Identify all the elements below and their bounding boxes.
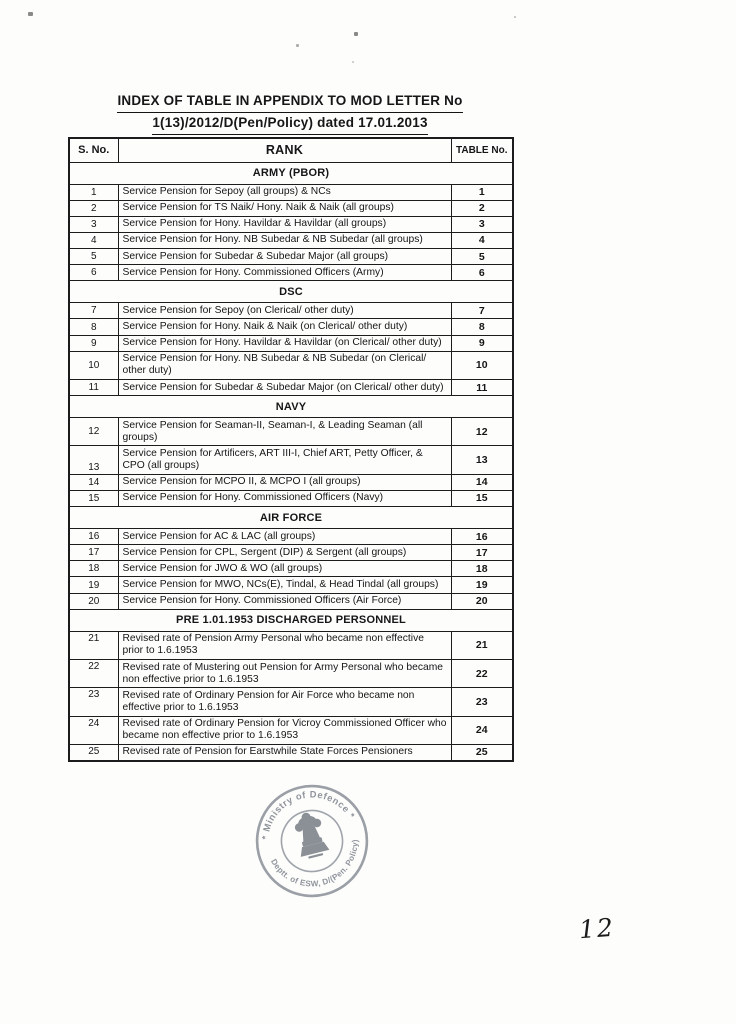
- rank-cell: Service Pension for CPL, Sergent (DIP) & Sergent (all groups): [118, 545, 451, 561]
- table-number-cell: 22: [451, 660, 513, 688]
- index-table: [68, 137, 514, 762]
- serial-number-cell: 11: [69, 380, 118, 396]
- table-row: [69, 529, 513, 545]
- section-header-row: [69, 609, 513, 631]
- table-number-cell: 8: [451, 319, 513, 335]
- rank-cell: Service Pension for Hony. Commissioned Officers (Army): [118, 265, 451, 281]
- table-row: [69, 232, 513, 248]
- header-row: [69, 138, 513, 162]
- serial-number-cell: 19: [69, 577, 118, 593]
- stamp-top-text: * Ministry of Defence *: [260, 789, 357, 840]
- stamp-bottom-text: Deptt. of ESW, D/(Pen. Policy): [269, 839, 360, 889]
- rank-cell: Service Pension for MWO, NCs(E), Tindal, & Head Tindal (all groups): [118, 577, 451, 593]
- table-number-cell: 5: [451, 249, 513, 265]
- table-row: [69, 303, 513, 319]
- serial-number-cell: 8: [69, 319, 118, 335]
- serial-number-cell: 13: [69, 446, 118, 474]
- table-number-cell: 12: [451, 418, 513, 446]
- table-row: [69, 380, 513, 396]
- table-row: [69, 319, 513, 335]
- table-row: [69, 474, 513, 490]
- table-row: [69, 593, 513, 609]
- handwritten-page-number: 12: [578, 912, 616, 945]
- table-row: [69, 490, 513, 506]
- table-number-cell: 11: [451, 380, 513, 396]
- serial-number-cell: 4: [69, 232, 118, 248]
- rank-cell: Revised rate of Pension Army Personal who became non effective prior to 1.6.1953: [118, 631, 451, 659]
- serial-number-cell: 22: [69, 660, 118, 688]
- rank-cell: Service Pension for Hony. NB Subedar & NB Subedar (on Clerical/ other duty): [118, 351, 451, 379]
- serial-number-cell: 15: [69, 490, 118, 506]
- table-number-cell: 10: [451, 351, 513, 379]
- rank-cell: Service Pension for Sepoy (all groups) & NCs: [118, 184, 451, 200]
- column-header-table-no: TABLE No.: [451, 138, 513, 162]
- column-header-rank: RANK: [118, 138, 451, 162]
- table-number-cell: 17: [451, 545, 513, 561]
- table-number-cell: 7: [451, 303, 513, 319]
- column-header-sno: S. No.: [69, 138, 118, 162]
- section-title: PRE 1.01.1953 DISCHARGED PERSONNEL: [69, 609, 513, 631]
- serial-number-cell: 12: [69, 418, 118, 446]
- serial-number-cell: 23: [69, 688, 118, 716]
- title-line-1: INDEX OF TABLE IN APPENDIX TO MOD LETTER No: [117, 91, 462, 113]
- serial-number-cell: 20: [69, 593, 118, 609]
- rank-cell: Service Pension for Hony. Havildar & Havildar (on Clerical/ other duty): [118, 335, 451, 351]
- table-row: [69, 631, 513, 659]
- serial-number-cell: 1: [69, 184, 118, 200]
- section-title: AIR FORCE: [69, 507, 513, 529]
- rank-cell: Service Pension for Hony. Naik & Naik (on Clerical/ other duty): [118, 319, 451, 335]
- table-row: [69, 418, 513, 446]
- serial-number-cell: 25: [69, 744, 118, 761]
- index-table-body: [69, 162, 513, 761]
- table-row: [69, 545, 513, 561]
- section-title: ARMY (PBOR): [69, 162, 513, 184]
- scan-speck: [296, 44, 299, 47]
- rank-cell: Revised rate of Ordinary Pension for Air Force who became non effective prior to 1.6.1953: [118, 688, 451, 716]
- rank-cell: Service Pension for AC & LAC (all groups): [118, 529, 451, 545]
- section-header-row: [69, 396, 513, 418]
- table-number-cell: 24: [451, 716, 513, 744]
- table-number-cell: 3: [451, 216, 513, 232]
- title-line-2: 1(13)/2012/D(Pen/Policy) dated 17.01.2013: [152, 113, 427, 135]
- serial-number-cell: 14: [69, 474, 118, 490]
- serial-number-cell: 5: [69, 249, 118, 265]
- section-title: DSC: [69, 281, 513, 303]
- serial-number-cell: 7: [69, 303, 118, 319]
- table-row: [69, 184, 513, 200]
- ministry-stamp: [238, 767, 386, 915]
- serial-number-cell: 17: [69, 545, 118, 561]
- section-title: NAVY: [69, 396, 513, 418]
- serial-number-cell: 21: [69, 631, 118, 659]
- rank-cell: Service Pension for Hony. Commissioned Officers (Air Force): [118, 593, 451, 609]
- table-number-cell: 20: [451, 593, 513, 609]
- serial-number-cell: 2: [69, 200, 118, 216]
- rank-cell: Service Pension for Hony. Havildar & Havildar (all groups): [118, 216, 451, 232]
- scan-speck: [514, 16, 516, 18]
- rank-cell: Service Pension for Subedar & Subedar Major (on Clerical/ other duty): [118, 380, 451, 396]
- rank-cell: Service Pension for MCPO II, & MCPO I (all groups): [118, 474, 451, 490]
- serial-number-cell: 3: [69, 216, 118, 232]
- table-row: [69, 688, 513, 716]
- table-number-cell: 23: [451, 688, 513, 716]
- rank-cell: Revised rate of Mustering out Pension for Army Personal who became non effective prior to 1.6.1953: [118, 660, 451, 688]
- rank-cell: Service Pension for Hony. Commissioned Officers (Navy): [118, 490, 451, 506]
- serial-number-cell: 10: [69, 351, 118, 379]
- scan-speck: [352, 61, 354, 63]
- table-number-cell: 1: [451, 184, 513, 200]
- table-number-cell: 6: [451, 265, 513, 281]
- table-row: [69, 561, 513, 577]
- ministry-stamp-graphic: [238, 767, 386, 915]
- table-number-cell: 16: [451, 529, 513, 545]
- scan-speck: [354, 32, 358, 36]
- section-header-row: [69, 281, 513, 303]
- table-row: [69, 216, 513, 232]
- table-row: [69, 200, 513, 216]
- section-header-row: [69, 162, 513, 184]
- serial-number-cell: 6: [69, 265, 118, 281]
- section-header-row: [69, 507, 513, 529]
- rank-cell: Service Pension for Sepoy (on Clerical/ other duty): [118, 303, 451, 319]
- index-table-head: [69, 138, 513, 162]
- table-row: [69, 716, 513, 744]
- table-row: [69, 265, 513, 281]
- rank-cell: Service Pension for TS Naik/ Hony. Naik & Naik (all groups): [118, 200, 451, 216]
- serial-number-cell: 18: [69, 561, 118, 577]
- rank-cell: Service Pension for Artificers, ART III-I, Chief ART, Petty Officer, & CPO (all groups): [118, 446, 451, 474]
- table-number-cell: 2: [451, 200, 513, 216]
- rank-cell: Revised rate of Pension for Earstwhile State Forces Pensioners: [118, 744, 451, 761]
- table-number-cell: 13: [451, 446, 513, 474]
- table-row: [69, 335, 513, 351]
- table-row: [69, 249, 513, 265]
- table-row: [69, 660, 513, 688]
- rank-cell: Service Pension for Subedar & Subedar Major (all groups): [118, 249, 451, 265]
- table-row: [69, 446, 513, 474]
- table-row: [69, 744, 513, 761]
- table-number-cell: 14: [451, 474, 513, 490]
- table-number-cell: 9: [451, 335, 513, 351]
- table-row: [69, 351, 513, 379]
- table-number-cell: 18: [451, 561, 513, 577]
- rank-cell: Service Pension for JWO & WO (all groups): [118, 561, 451, 577]
- rank-cell: Service Pension for Seaman-II, Seaman-I, & Leading Seaman (all groups): [118, 418, 451, 446]
- table-row: [69, 577, 513, 593]
- scan-speck: [28, 12, 33, 16]
- table-number-cell: 19: [451, 577, 513, 593]
- document-title: [68, 91, 512, 135]
- rank-cell: Revised rate of Ordinary Pension for Vicroy Commissioned Officer who became non effective prior to 1.6.1953: [118, 716, 451, 744]
- table-number-cell: 15: [451, 490, 513, 506]
- rank-cell: Service Pension for Hony. NB Subedar & NB Subedar (all groups): [118, 232, 451, 248]
- table-number-cell: 25: [451, 744, 513, 761]
- serial-number-cell: 9: [69, 335, 118, 351]
- table-number-cell: 4: [451, 232, 513, 248]
- serial-number-cell: 16: [69, 529, 118, 545]
- serial-number-cell: 24: [69, 716, 118, 744]
- ashoka-emblem-icon: [291, 809, 331, 860]
- table-number-cell: 21: [451, 631, 513, 659]
